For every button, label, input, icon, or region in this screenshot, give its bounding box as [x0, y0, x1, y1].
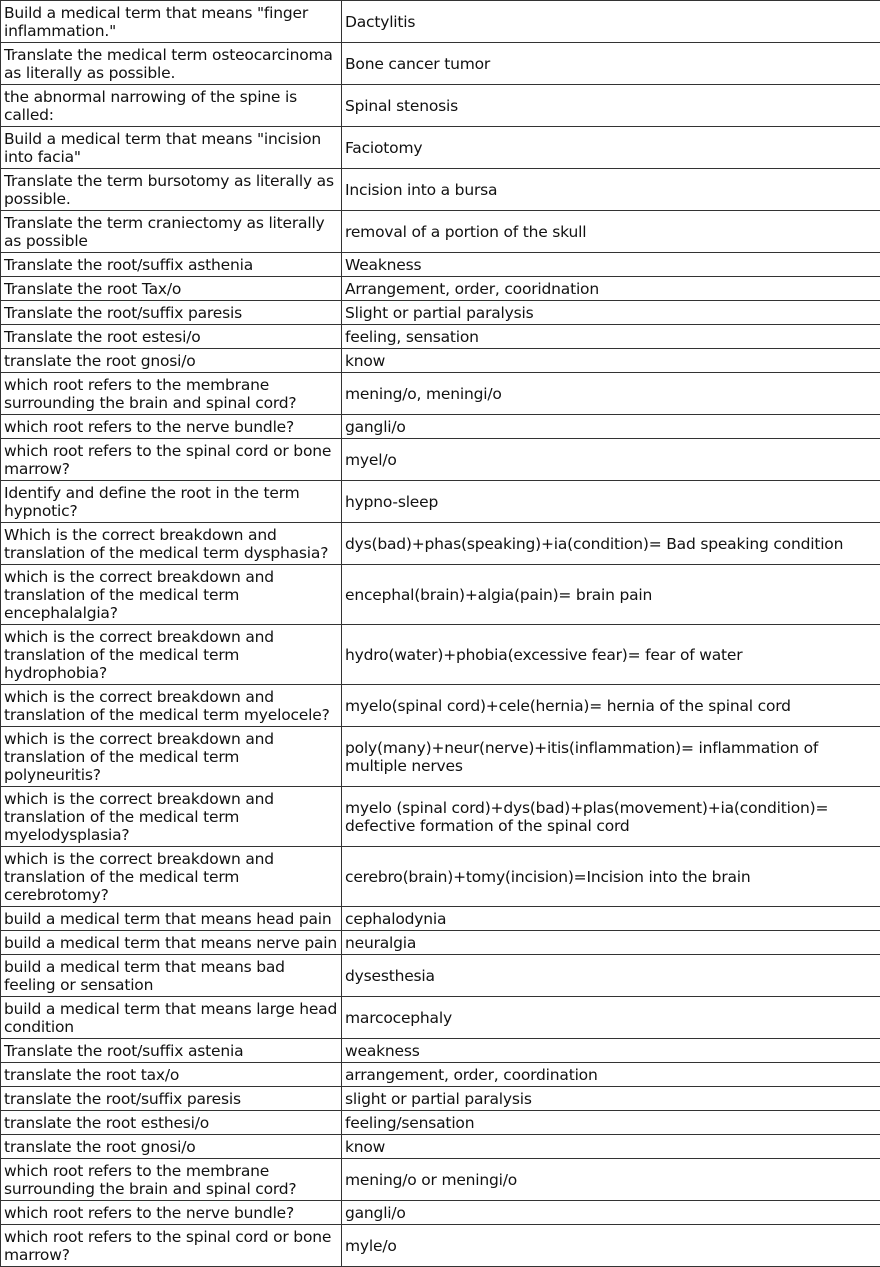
table-row: [1, 481, 880, 523]
definition-cell: feeling, sensation: [342, 325, 880, 349]
term-cell: Build a medical term that means "finger inflammation.": [1, 1, 342, 43]
term-cell: which is the correct breakdown and translation of the medical term encephalalgia?: [1, 565, 342, 625]
term-cell: translate the root gnosi/o: [1, 349, 342, 373]
flashcard-table-body: [1, 1, 880, 1267]
term-cell: build a medical term that means head pain: [1, 907, 342, 931]
term-cell: Translate the root/suffix astenia: [1, 1039, 342, 1063]
table-row: [1, 931, 880, 955]
definition-cell: dys(bad)+phas(speaking)+ia(condition)= Bad speaking condition: [342, 523, 880, 565]
table-row: [1, 43, 880, 85]
term-cell: which root refers to the nerve bundle?: [1, 415, 342, 439]
table-row: [1, 415, 880, 439]
term-cell: build a medical term that means large head condition: [1, 997, 342, 1039]
table-row: [1, 565, 880, 625]
definition-cell: Bone cancer tumor: [342, 43, 880, 85]
term-cell: Translate the term craniectomy as literally as possible: [1, 211, 342, 253]
definition-cell: hydro(water)+phobia(excessive fear)= fear of water: [342, 625, 880, 685]
table-row: [1, 1111, 880, 1135]
term-cell: translate the root esthesi/o: [1, 1111, 342, 1135]
table-row: [1, 1159, 880, 1201]
table-row: [1, 277, 880, 301]
term-cell: Translate the root estesi/o: [1, 325, 342, 349]
definition-cell: myle/o: [342, 1225, 880, 1267]
term-cell: translate the root/suffix paresis: [1, 1087, 342, 1111]
table-row: [1, 1063, 880, 1087]
definition-cell: know: [342, 349, 880, 373]
term-cell: the abnormal narrowing of the spine is called:: [1, 85, 342, 127]
table-row: [1, 907, 880, 931]
term-cell: Translate the root Tax/o: [1, 277, 342, 301]
definition-cell: Incision into a bursa: [342, 169, 880, 211]
table-row: [1, 127, 880, 169]
table-row: [1, 169, 880, 211]
term-cell: build a medical term that means bad feeling or sensation: [1, 955, 342, 997]
table-row: [1, 85, 880, 127]
table-row: [1, 325, 880, 349]
table-row: [1, 211, 880, 253]
term-cell: Translate the root/suffix paresis: [1, 301, 342, 325]
term-cell: which is the correct breakdown and translation of the medical term myelodysplasia?: [1, 787, 342, 847]
definition-cell: neuralgia: [342, 931, 880, 955]
definition-cell: myel/o: [342, 439, 880, 481]
definition-cell: cephalodynia: [342, 907, 880, 931]
definition-cell: gangli/o: [342, 415, 880, 439]
table-row: [1, 301, 880, 325]
definition-cell: marcocephaly: [342, 997, 880, 1039]
term-cell: Identify and define the root in the term hypnotic?: [1, 481, 342, 523]
definition-cell: myelo(spinal cord)+cele(hernia)= hernia of the spinal cord: [342, 685, 880, 727]
table-row: [1, 439, 880, 481]
table-row: [1, 847, 880, 907]
term-cell: Which is the correct breakdown and translation of the medical term dysphasia?: [1, 523, 342, 565]
table-row: [1, 1201, 880, 1225]
definition-cell: feeling/sensation: [342, 1111, 880, 1135]
definition-cell: weakness: [342, 1039, 880, 1063]
definition-cell: gangli/o: [342, 1201, 880, 1225]
term-cell: which is the correct breakdown and translation of the medical term myelocele?: [1, 685, 342, 727]
table-row: [1, 625, 880, 685]
definition-cell: Arrangement, order, cooridnation: [342, 277, 880, 301]
term-cell: which root refers to the nerve bundle?: [1, 1201, 342, 1225]
table-row: [1, 373, 880, 415]
term-cell: build a medical term that means nerve pain: [1, 931, 342, 955]
table-row: [1, 523, 880, 565]
term-cell: Build a medical term that means "incision into facia": [1, 127, 342, 169]
term-cell: translate the root tax/o: [1, 1063, 342, 1087]
definition-cell: myelo (spinal cord)+dys(bad)+plas(movement)+ia(condition)= defective formation of the spinal cord: [342, 787, 880, 847]
term-cell: which is the correct breakdown and translation of the medical term hydrophobia?: [1, 625, 342, 685]
table-row: [1, 685, 880, 727]
definition-cell: dysesthesia: [342, 955, 880, 997]
table-row: [1, 1039, 880, 1063]
definition-cell: mening/o, meningi/o: [342, 373, 880, 415]
term-cell: Translate the term bursotomy as literally as possible.: [1, 169, 342, 211]
table-row: [1, 253, 880, 277]
table-row: [1, 1225, 880, 1267]
term-cell: Translate the medical term osteocarcinoma as literally as possible.: [1, 43, 342, 85]
term-cell: which is the correct breakdown and translation of the medical term polyneuritis?: [1, 727, 342, 787]
definition-cell: arrangement, order, coordination: [342, 1063, 880, 1087]
term-cell: which root refers to the membrane surrounding the brain and spinal cord?: [1, 373, 342, 415]
definition-cell: Weakness: [342, 253, 880, 277]
table-row: [1, 1, 880, 43]
definition-cell: Faciotomy: [342, 127, 880, 169]
definition-cell: slight or partial paralysis: [342, 1087, 880, 1111]
definition-cell: hypno-sleep: [342, 481, 880, 523]
table-row: [1, 1087, 880, 1111]
table-row: [1, 1135, 880, 1159]
definition-cell: Dactylitis: [342, 1, 880, 43]
definition-cell: know: [342, 1135, 880, 1159]
table-row: [1, 787, 880, 847]
definition-cell: Slight or partial paralysis: [342, 301, 880, 325]
definition-cell: removal of a portion of the skull: [342, 211, 880, 253]
table-row: [1, 997, 880, 1039]
term-cell: which root refers to the membrane surrounding the brain and spinal cord?: [1, 1159, 342, 1201]
definition-cell: poly(many)+neur(nerve)+itis(inflammation)= inflammation of multiple nerves: [342, 727, 880, 787]
term-cell: translate the root gnosi/o: [1, 1135, 342, 1159]
table-row: [1, 727, 880, 787]
term-cell: which root refers to the spinal cord or bone marrow?: [1, 1225, 342, 1267]
term-cell: which is the correct breakdown and translation of the medical term cerebrotomy?: [1, 847, 342, 907]
definition-cell: mening/o or meningi/o: [342, 1159, 880, 1201]
definition-cell: encephal(brain)+algia(pain)= brain pain: [342, 565, 880, 625]
term-cell: which root refers to the spinal cord or bone marrow?: [1, 439, 342, 481]
definition-cell: cerebro(brain)+tomy(incision)=Incision into the brain: [342, 847, 880, 907]
term-cell: Translate the root/suffix asthenia: [1, 253, 342, 277]
table-row: [1, 349, 880, 373]
definition-cell: Spinal stenosis: [342, 85, 880, 127]
table-row: [1, 955, 880, 997]
